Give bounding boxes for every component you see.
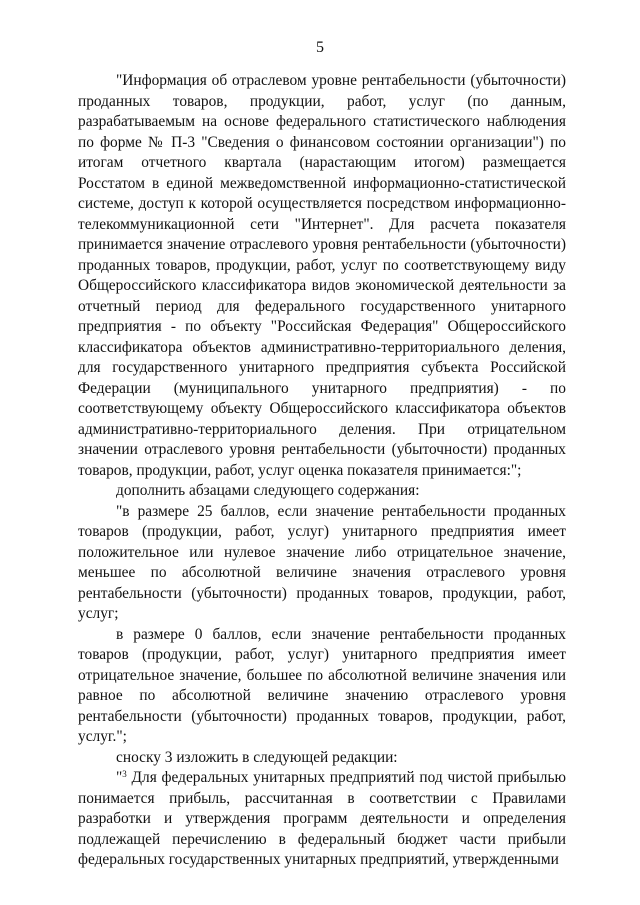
paragraph-25-points-clause: "в размере 25 баллов, если значение рентабельности проданных товаров (продукции, работ, услуг) унитарного предприятия имеет положительное или нулевое значение либо отрицательное значение, меньшее по абсолютной величине значения отраслевого уровня рентабельности (убыточности) проданных товаров, продукции, работ, услуг;: [78, 502, 566, 622]
paragraph-footnote-3: [78, 768, 566, 871]
paragraph-0-points-clause: в размере 0 баллов, если значение рентабельности проданных товаров (продукции, работ, услуг) унитарного предприятия имеет отрицательное значение, большее по абсолютной величине значения или равное по абсолютной величине значению отраслевого уровня рентабельности (убыточности) проданных товаров, продукции, работ, услуг.";: [78, 625, 566, 745]
page-number: 5: [316, 39, 324, 56]
paragraph-add-clauses-instruction: дополнить абзацами следующего содержания:: [116, 482, 420, 499]
footnote-quote: ": [116, 769, 123, 786]
document-body: [78, 71, 566, 871]
footnote-text: Для федеральных унитарных предприятий под чистой прибылью понимается прибыль, рассчитанная в соответствии с Правилами разработки и утверждения программ деятельности и определения подлежащей перечислению в федеральный бюджет части прибыли федеральных государственных унитарных предприятий, утвержденными: [78, 769, 566, 868]
paragraph-footnote-instruction: сноску 3 изложить в следующей редакции:: [116, 748, 398, 766]
footnote-marker: 3: [122, 769, 127, 779]
paragraph-industry-profitability-info: "Информация об отраслевом уровне рентабельности (убыточности) проданных товаров, продукции, работ, услуг (по данным, разрабатываемым на основе федерального статистического наблюдения по форме № П-3 "Сведения о финансовом состоянии организации") по итогам отчетного квартала (нарастающим итогом) размещается Росстатом в единой межведомственной информационно-статистической системе, доступ к которой осуществляется посредством информационно-телекоммуникационной сети "Интернет". Для расчета показателя принимается значение отраслевого уровня рентабельности (убыточности) проданных товаров, продукции, работ, услуг по соответствующему виду Общероссийского классификатора видов экономической деятельности за отчетный период для федерального государственного унитарного предприятия - по объекту "Российская Федерация" Общероссийского классификатора объектов административно-территориального деления, для государственного унитарного предприятия субъекта Российской Федерации (муниципального унитарного предприятия) - по соответствующему объекту Общероссийского классификатора объектов административно-территориального деления. При отрицательном значении отраслевого уровня рентабельности (убыточности) проданных товаров, продукции, работ, услуг оценка показателя принимается:";: [78, 72, 566, 479]
